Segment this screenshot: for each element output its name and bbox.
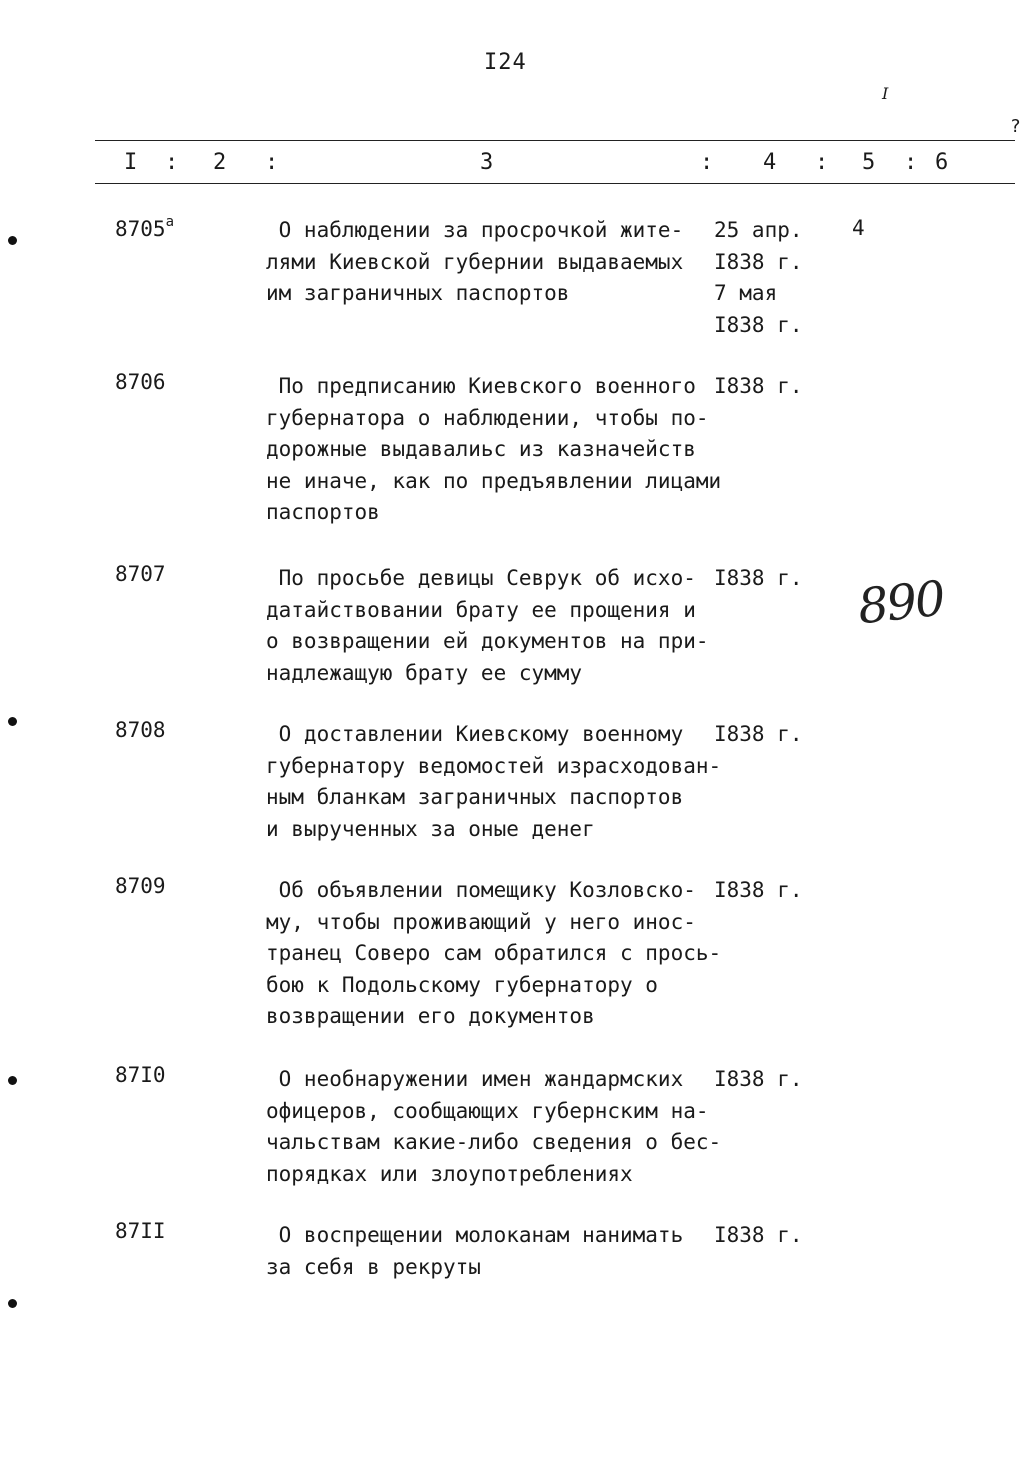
description-line: О наблюдении за просрочкой жите- <box>266 218 684 242</box>
row-dates <box>714 1220 803 1252</box>
row-dates <box>714 719 803 751</box>
row-number <box>115 718 166 742</box>
column-header-1: I <box>124 150 138 175</box>
row-number <box>115 1219 166 1243</box>
row-number <box>115 874 166 898</box>
description-line: датайствовании брату ее прощения и <box>266 597 696 622</box>
column-separator: : <box>700 150 714 175</box>
row-dates <box>714 563 803 595</box>
description-line: паспортов <box>266 500 380 524</box>
row-description <box>266 563 726 689</box>
row-number <box>115 562 166 586</box>
row-dates <box>714 875 803 907</box>
description-line: дорожные выдавалиьс из казначейств <box>266 437 696 461</box>
date-line: 25 апр. <box>714 218 803 242</box>
row-number-value: 8707 <box>115 562 166 586</box>
date-line: I838 г. <box>714 566 803 590</box>
row-number-value: 8708 <box>115 718 166 742</box>
description-line: порядках или злоупотреблениях <box>266 1161 633 1186</box>
column-separator: : <box>815 150 829 175</box>
column-header-2: 2 <box>213 150 227 175</box>
description-line: за себя в рекруты <box>266 1254 481 1279</box>
row-description <box>266 875 726 1033</box>
date-line: I838 г. <box>714 312 803 337</box>
description-line: О доставлении Киевскому военному <box>266 722 684 746</box>
row-number-value: 8706 <box>115 370 166 394</box>
row-number-value: 8705 <box>115 217 166 241</box>
column-separator: : <box>165 150 179 175</box>
description-line: и вырученных за оные денег <box>266 816 595 841</box>
description-line: лями Киевской губернии выдаваемых <box>266 249 684 274</box>
row-number-suffix: а <box>165 214 175 230</box>
column-header-4: 4 <box>763 150 777 175</box>
row-description <box>266 1220 726 1283</box>
margin-question-mark: ? <box>1010 116 1021 137</box>
date-line: I838 г. <box>714 374 803 398</box>
column-separator: : <box>904 150 918 175</box>
row-dates <box>714 371 803 403</box>
row-description <box>266 1064 726 1190</box>
description-line: о возвращении ей документов на при- <box>266 629 709 653</box>
punch-hole <box>8 1076 17 1085</box>
date-line: I838 г. <box>714 878 803 902</box>
punch-hole <box>8 236 17 245</box>
date-line: I838 г. <box>714 1223 803 1247</box>
date-line: 7 мая <box>714 281 778 305</box>
description-line: губернатору ведомостей израсходован- <box>266 753 722 778</box>
row-number-value: 87II <box>115 1219 166 1243</box>
corner-mark: I <box>882 84 889 103</box>
row-number-value: 8709 <box>115 874 166 898</box>
description-line: бою к Подольскому губернатору о <box>266 972 658 997</box>
description-line: По просьбе девицы Севрук об исхо- <box>266 566 696 590</box>
description-line: не иначе, как по предъявлении лицами <box>266 468 722 493</box>
punch-hole <box>8 717 17 726</box>
row-number <box>115 214 174 241</box>
table-header-rule <box>95 183 1015 184</box>
description-line: О необнаружении имен жандармских <box>266 1067 684 1091</box>
description-line: надлежащую брату ее сумму <box>266 660 583 685</box>
page-number: I24 <box>484 50 527 75</box>
column-header-3: 3 <box>480 150 494 175</box>
description-line: офицеров, сообщающих губернским на- <box>266 1098 709 1123</box>
description-line: им заграничных паспортов <box>266 281 570 305</box>
column-header-5: 5 <box>862 150 876 175</box>
punch-hole <box>8 1299 17 1308</box>
table-top-rule <box>95 140 1015 141</box>
row-description <box>266 371 726 529</box>
date-line: I838 г. <box>714 722 803 746</box>
row-number <box>115 370 166 394</box>
description-line: О воспрещении молоканам нанимать <box>266 1223 684 1247</box>
description-line: возвращении его документов <box>266 1004 595 1028</box>
description-line: чальствам какие-либо сведения о бес- <box>266 1130 722 1154</box>
date-line: I838 г. <box>714 249 803 274</box>
handwritten-note: 890 <box>855 570 947 636</box>
row-sheet-count: 4 <box>852 216 865 240</box>
description-line: ным бланкам заграничных паспортов <box>266 785 684 809</box>
description-line: Об объявлении помещику Козловско- <box>266 878 696 902</box>
row-number-value: 87I0 <box>115 1063 166 1087</box>
description-line: губернатора о наблюдении, чтобы по- <box>266 405 709 430</box>
column-separator: : <box>265 150 279 175</box>
row-description <box>266 719 726 845</box>
description-line: По предписанию Киевского военного <box>266 374 696 398</box>
description-line: транец Соверо сам обратился с прось- <box>266 941 722 965</box>
row-number <box>115 1063 166 1087</box>
row-description <box>266 215 726 310</box>
description-line: му, чтобы проживающий у него инос- <box>266 909 696 934</box>
row-dates <box>714 215 803 341</box>
column-header-6: 6 <box>935 150 949 175</box>
row-dates <box>714 1064 803 1096</box>
date-line: I838 г. <box>714 1067 803 1091</box>
